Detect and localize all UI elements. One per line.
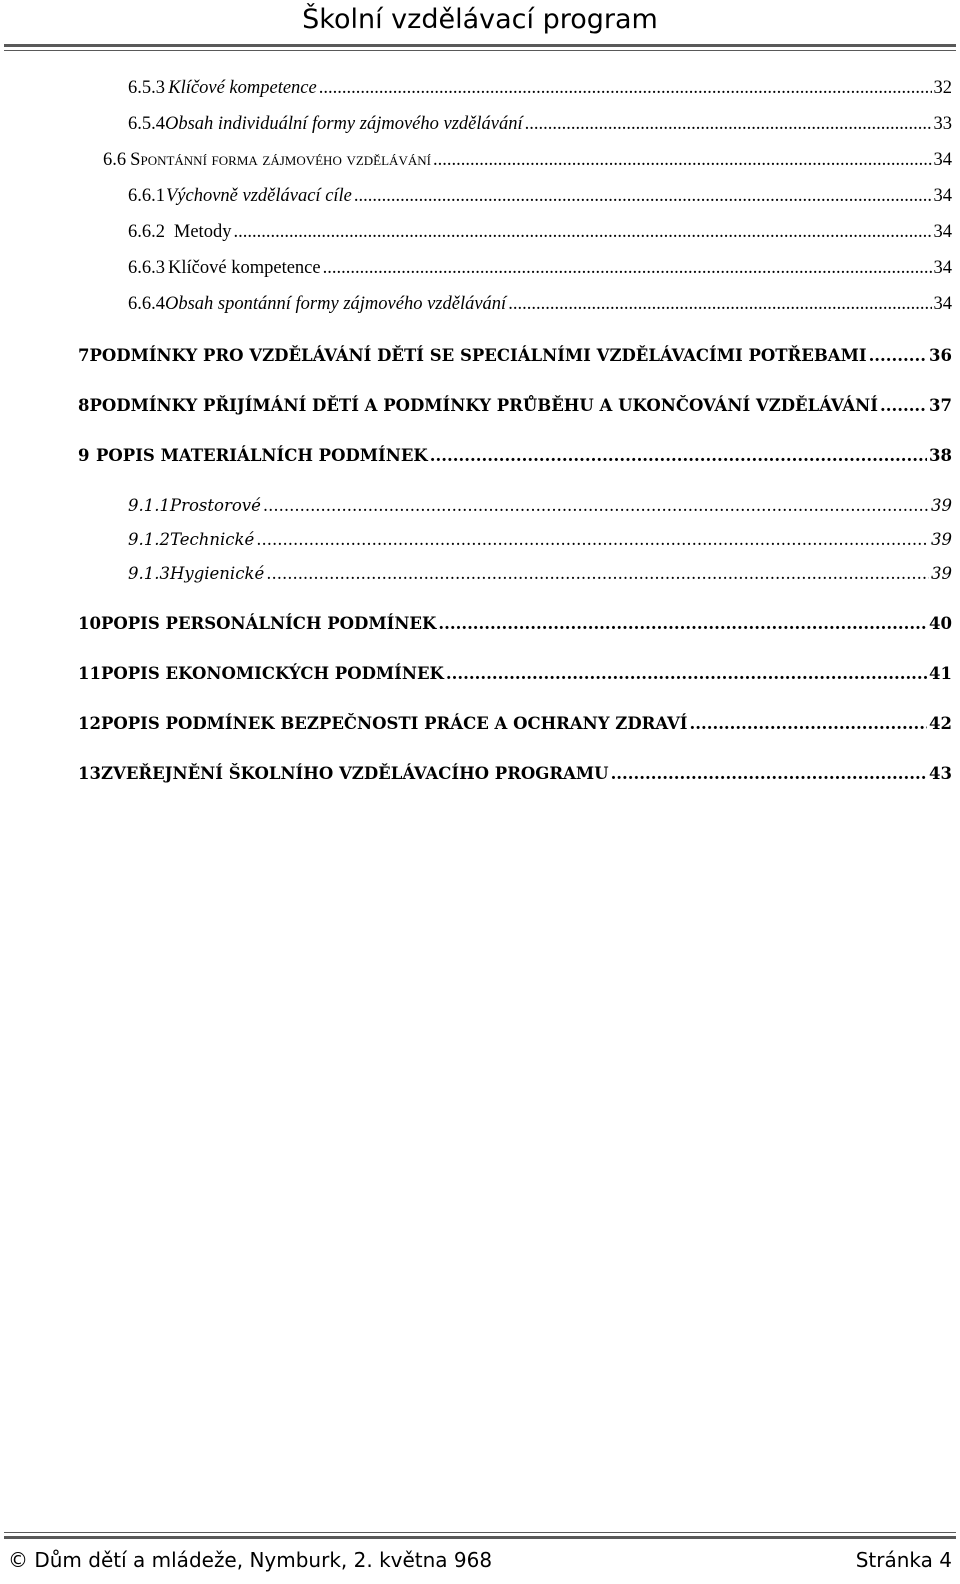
document-title: Školní vzdělávací program [302,4,658,35]
toc-entry-6-6[interactable] [0,150,960,180]
footer-rule [4,1536,956,1539]
toc-entry-title: Metody [173,222,232,242]
toc-dot-leader [438,614,927,633]
toc-dot-leader [256,530,929,549]
toc-entry-6-6-3[interactable] [0,258,960,288]
toc-entry-page: 34 [933,186,952,206]
toc-dot-leader [354,186,932,207]
toc-entry-number: 7 [78,346,90,365]
toc-entry-page: 40 [929,614,952,633]
toc-entry-page: 41 [929,664,952,683]
toc-entry-number: 10 [78,614,101,633]
toc-entry-11[interactable] [0,664,960,694]
toc-entry-number: 13 [78,764,101,783]
toc-entry-number: 6.6.2 [128,222,165,242]
toc-entry-9[interactable] [0,446,960,476]
toc-entry-page: 37 [929,396,952,415]
footer-copyright: © Dům dětí a mládeže, Nymburk, 2. května 968 [8,1548,493,1572]
toc-entry-title: Klíčové kompetence [168,78,317,98]
toc-entry-page: 34 [933,258,952,278]
toc-entry-9-1-1[interactable] [0,496,960,526]
toc-dot-leader [266,564,929,583]
toc-entry-page: 36 [929,346,952,365]
toc-dot-leader [433,150,932,171]
toc-entry-title: POPIS PODMÍNEK BEZPEČNOSTI PRÁCE A OCHRANY ZDRAVÍ [100,714,688,733]
toc-entry-number: 9.1.2 [128,530,170,549]
toc-entry-page: 39 [931,564,952,583]
toc-entry-9-1-3[interactable] [0,564,960,594]
toc-dot-leader [446,664,927,683]
toc-entry-title: Obsah individuální formy zájmového vzdělávání [165,114,523,134]
toc-entry-title: Spontánní forma zájmového vzdělávání [130,150,431,170]
toc-dot-leader [233,222,931,243]
toc-dot-leader [319,78,932,99]
toc-entry-page: 32 [933,78,952,98]
toc-entry-6-6-1[interactable] [0,186,960,216]
toc-dot-leader [323,258,932,279]
toc-entry-number: 11 [78,664,101,683]
toc-dot-leader [525,114,932,135]
toc-entry-page: 34 [933,222,952,242]
toc-entry-number: 6.6.4 [128,294,165,314]
toc-entry-title: POPIS EKONOMICKÝCH PODMÍNEK [100,664,444,683]
toc-entry-8[interactable] [0,396,960,426]
toc-dot-leader [880,396,927,415]
toc-entry-9-1-2[interactable] [0,530,960,560]
toc-dot-leader [430,446,927,465]
toc-dot-leader [508,294,931,315]
toc-entry-12[interactable] [0,714,960,744]
page-footer [8,1540,952,1580]
toc-entry-title: Klíčové kompetence [168,258,321,278]
toc-entry-number: 8 [78,396,90,415]
toc-entry-7[interactable] [0,346,960,376]
toc-entry-number: 9 [78,446,90,465]
toc-dot-leader [869,346,927,365]
toc-dot-leader [263,496,929,515]
toc-entry-number: 6.6 [103,150,127,170]
toc-entry-6-5-4[interactable] [0,114,960,144]
toc-entry-6-5-3[interactable] [0,78,960,108]
toc-entry-title: PODMÍNKY PŘIJÍMÁNÍ DĚTÍ A PODMÍNKY PRŮBĚHU A UKONČOVÁNÍ VZDĚLÁVÁNÍ [89,396,878,415]
toc-dot-leader [611,764,927,783]
toc-entry-number: 6.5.4 [128,114,165,134]
toc-entry-title: PODMÍNKY PRO VZDĚLÁVÁNÍ DĚTÍ SE SPECIÁLNÍMI VZDĚLÁVACÍMI POTŘEBAMI [89,346,867,365]
toc-entry-page: 34 [933,150,952,170]
toc-entry-6-6-2[interactable] [0,222,960,252]
toc-dot-leader [689,714,927,733]
toc-entry-title: ZVEŘEJNĚNÍ ŠKOLNÍHO VZDĚLÁVACÍHO PROGRAMU [100,764,609,783]
header-rule-thin [4,50,956,51]
toc-entry-title: Prostorové [169,496,261,515]
toc-entry-title: Výchovně vzdělávací cíle [165,186,352,206]
toc-entry-title: POPIS MATERIÁLNÍCH PODMÍNEK [96,446,428,465]
toc-entry-page: 38 [929,446,952,465]
footer-page-number: Stránka 4 [855,1548,952,1572]
toc-entry-title: Technické [169,530,255,549]
toc-entry-page: 34 [933,294,952,314]
toc-entry-number: 6.6.1 [128,186,165,206]
header-rule [4,44,956,47]
toc-entry-page: 33 [933,114,952,134]
toc-entry-number: 6.6.3 [128,258,165,278]
toc-entry-title: Hygienické [169,564,265,583]
toc-entry-page: 39 [931,496,952,515]
footer-rule-thin [4,1532,956,1533]
toc-entry-page: 43 [929,764,952,783]
toc-entry-number: 6.5.3 [128,78,165,98]
toc-entry-title: Obsah spontánní formy zájmového vzdělávání [165,294,507,314]
toc-entry-page: 42 [929,714,952,733]
toc-entry-number: 9.1.3 [128,564,170,583]
toc-entry-13[interactable] [0,764,960,794]
toc-entry-6-6-4[interactable] [0,294,960,324]
toc-entry-title: POPIS PERSONÁLNÍCH PODMÍNEK [100,614,437,633]
toc-entry-number: 9.1.1 [128,496,170,515]
toc-entry-number: 12 [78,714,101,733]
toc-entry-10[interactable] [0,614,960,644]
toc-entry-page: 39 [931,530,952,549]
